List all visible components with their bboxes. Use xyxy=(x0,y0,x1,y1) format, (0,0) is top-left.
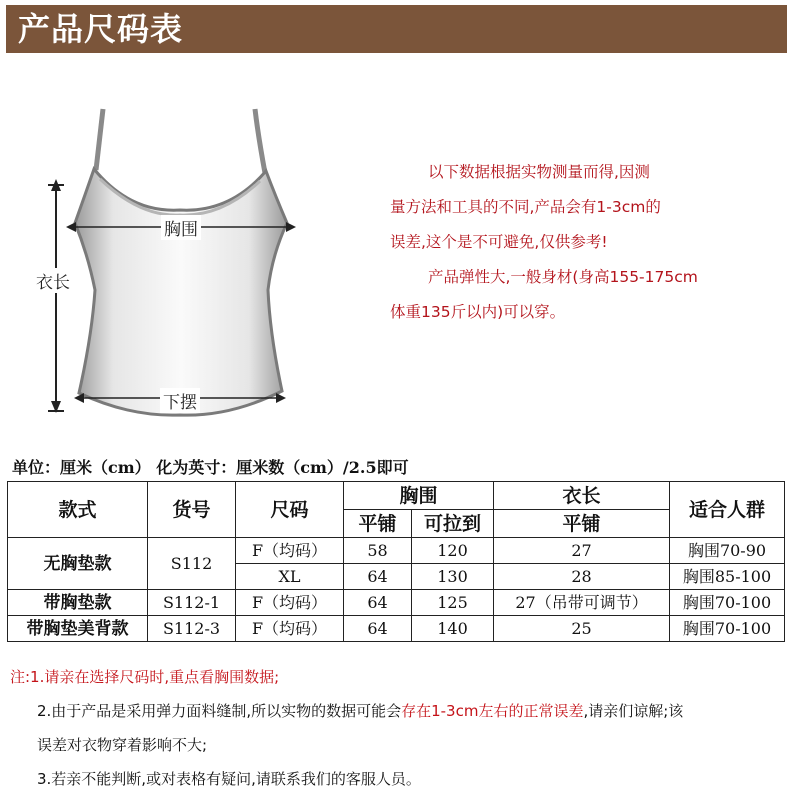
tank-top-drawing xyxy=(0,95,380,430)
header-chest-flat: 平铺 xyxy=(344,510,412,538)
note-1 xyxy=(10,660,785,694)
length-label: 衣长 xyxy=(33,268,73,293)
cell-style: 带胸垫美背款 xyxy=(8,616,148,642)
cell-item-no: S112-3 xyxy=(148,616,236,642)
header-fit: 适合人群 xyxy=(670,482,785,538)
cell-style: 无胸垫款 xyxy=(8,538,148,590)
description-line: 以下数据根据实物测量而得,因测 xyxy=(428,163,650,181)
cell-length: 27（吊带可调节） xyxy=(494,590,670,616)
header-chest: 胸围 xyxy=(344,482,494,510)
cell-size: XL xyxy=(236,564,344,590)
table-row xyxy=(8,538,785,564)
header-style: 款式 xyxy=(8,482,148,538)
cell-chest-stretch: 125 xyxy=(412,590,494,616)
cell-chest-stretch: 130 xyxy=(412,564,494,590)
header-chest-stretch: 可拉到 xyxy=(412,510,494,538)
cell-item-no: S112 xyxy=(148,538,236,590)
note-1-highlight: 重点看胸围数据; xyxy=(169,668,280,686)
cell-fit: 胸围70-100 xyxy=(670,590,785,616)
note-3: 3.若亲不能判断,或对表格有疑问,请联系我们的客服人员。 xyxy=(37,770,421,788)
note-2-text: 2.由于产品是采用弹力面料缝制,所以实物的数据可能会 xyxy=(37,702,402,720)
chest-label: 胸围 xyxy=(161,215,201,240)
note-2-highlight: 存在1-3cm左右的正常误差 xyxy=(401,702,584,720)
cell-chest-stretch: 120 xyxy=(412,538,494,564)
description-block xyxy=(390,155,775,330)
cell-fit: 胸围70-100 xyxy=(670,616,785,642)
header-length-flat: 平铺 xyxy=(494,510,670,538)
header-item-no: 货号 xyxy=(148,482,236,538)
cell-length: 25 xyxy=(494,616,670,642)
title-banner xyxy=(6,5,787,53)
cell-fit: 胸围85-100 xyxy=(670,564,785,590)
cell-item-no: S112-1 xyxy=(148,590,236,616)
cell-size: F（均码） xyxy=(236,538,344,564)
note-2-continued: 误差对衣物穿着影响不大; xyxy=(37,736,208,754)
header-size: 尺码 xyxy=(236,482,344,538)
note-2 xyxy=(10,694,785,728)
cell-length: 27 xyxy=(494,538,670,564)
table-row xyxy=(8,616,785,642)
tank-top-illustration xyxy=(0,95,380,430)
table-row xyxy=(8,590,785,616)
table-header-row xyxy=(8,482,785,510)
cell-size: F（均码） xyxy=(236,616,344,642)
cell-chest-flat: 58 xyxy=(344,538,412,564)
description-line: 误差,这个是不可避免,仅供参考! xyxy=(390,233,608,251)
size-table xyxy=(7,481,785,642)
description-line: 产品弹性大,一般身材(身高155-175cm xyxy=(428,268,698,286)
header-length: 衣长 xyxy=(494,482,670,510)
cell-style: 带胸垫款 xyxy=(8,590,148,616)
cell-chest-flat: 64 xyxy=(344,590,412,616)
notes-block xyxy=(10,660,785,796)
note-2-text-end: ,请亲们谅解;该 xyxy=(583,702,684,720)
cell-chest-flat: 64 xyxy=(344,564,412,590)
note-1-prefix: 注:1.请亲在选择尺码时, xyxy=(10,668,170,686)
unit-note: 单位：厘米（cm） 化为英寸：厘米数（cm）/2.5即可 xyxy=(12,458,409,477)
cell-fit: 胸围70-90 xyxy=(670,538,785,564)
cell-size: F（均码） xyxy=(236,590,344,616)
page-title: 产品尺码表 xyxy=(18,10,184,48)
description-line: 量方法和工具的不同,产品会有1-3cm的 xyxy=(390,198,661,216)
cell-length: 28 xyxy=(494,564,670,590)
cell-chest-flat: 64 xyxy=(344,616,412,642)
hem-label: 下摆 xyxy=(160,388,200,413)
description-line: 体重135斤以内)可以穿。 xyxy=(390,303,566,321)
cell-chest-stretch: 140 xyxy=(412,616,494,642)
